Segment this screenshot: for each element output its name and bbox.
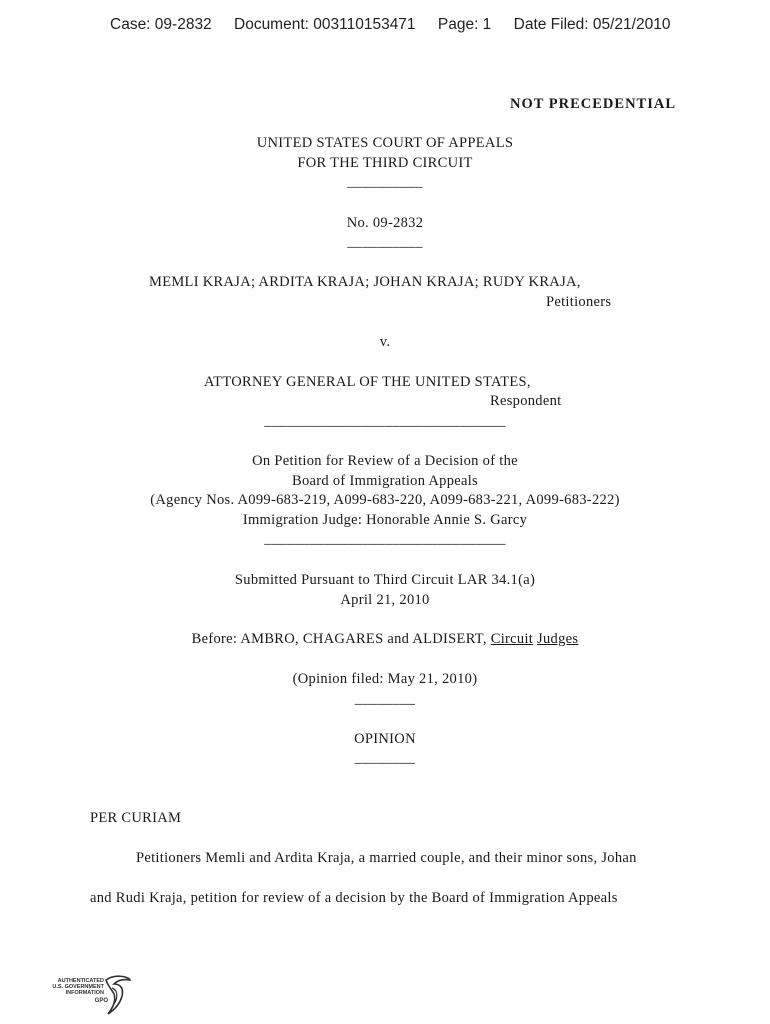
panel-prefix: Before: AMBRO, CHAGARES and ALDISERT,	[191, 631, 487, 647]
petition-line2: Board of Immigration Appeals	[292, 473, 478, 489]
divider-rule: ________	[354, 691, 416, 707]
gpo-authenticated-logo	[44, 972, 134, 1018]
immigration-judge: Immigration Judge: Honorable Annie S. Garcy	[242, 512, 528, 528]
divider-rule: ________________________________	[264, 413, 506, 429]
logo-mark: GPO	[94, 998, 108, 1004]
body-paragraph-line2: and Rudi Kraja, petition for review of a decision by the Board of Immigration Appeals	[90, 890, 618, 906]
versus: v.	[379, 334, 391, 350]
logo-line2: U.S. GOVERNMENT	[52, 984, 104, 990]
panel-word-judges: Judges	[537, 631, 579, 647]
logo-line3: INFORMATION	[65, 990, 104, 996]
submission-line1: Submitted Pursuant to Third Circuit LAR 34.1(a)	[234, 572, 536, 588]
respondent-role: Respondent	[490, 393, 562, 409]
opinion-filed-date: (Opinion filed: May 21, 2010)	[292, 671, 478, 687]
logo-line1: AUTHENTICATED	[57, 978, 104, 984]
respondent-name: ATTORNEY GENERAL OF THE UNITED STATES,	[204, 374, 531, 390]
petition-line1: On Petition for Review of a Decision of the	[252, 453, 518, 469]
divider-rule: __________	[347, 174, 423, 190]
petitioner-names: MEMLI KRAJA; ARDITA KRAJA; JOHAN KRAJA; RUDY KRAJA,	[149, 274, 581, 290]
divider-rule: ________	[354, 750, 416, 766]
agency-numbers: (Agency Nos. A099-683-219, A099-683-220, A099-683-221, A099-683-222)	[150, 492, 620, 508]
precedential-status: NOT PRECEDENTIAL	[510, 96, 676, 112]
docket-number: No. 09-2832	[346, 215, 424, 231]
page-number: Page: 1	[437, 16, 492, 33]
opinion-heading: OPINION	[354, 731, 416, 747]
filing-header	[110, 16, 688, 34]
divider-rule: ________________________________	[264, 531, 506, 547]
divider-rule: __________	[347, 234, 423, 250]
court-name-line2: FOR THE THIRD CIRCUIT	[297, 155, 473, 171]
panel-word-circuit: Circuit	[490, 631, 534, 647]
date-filed: Date Filed: 05/21/2010	[513, 16, 671, 33]
eagle-icon	[102, 974, 134, 1016]
body-paragraph-line1: Petitioners Memli and Ardita Kraja, a married couple, and their minor sons, Johan	[136, 850, 637, 866]
per-curiam: PER CURIAM	[90, 810, 182, 826]
petitioners-role: Petitioners	[546, 294, 612, 310]
panel-judges	[0, 631, 770, 648]
court-name-line1: UNITED STATES COURT OF APPEALS	[256, 135, 514, 151]
case-number: Case: 09-2832	[110, 16, 212, 33]
submission-date: April 21, 2010	[340, 592, 430, 608]
document-number: Document: 003110153471	[234, 16, 416, 33]
